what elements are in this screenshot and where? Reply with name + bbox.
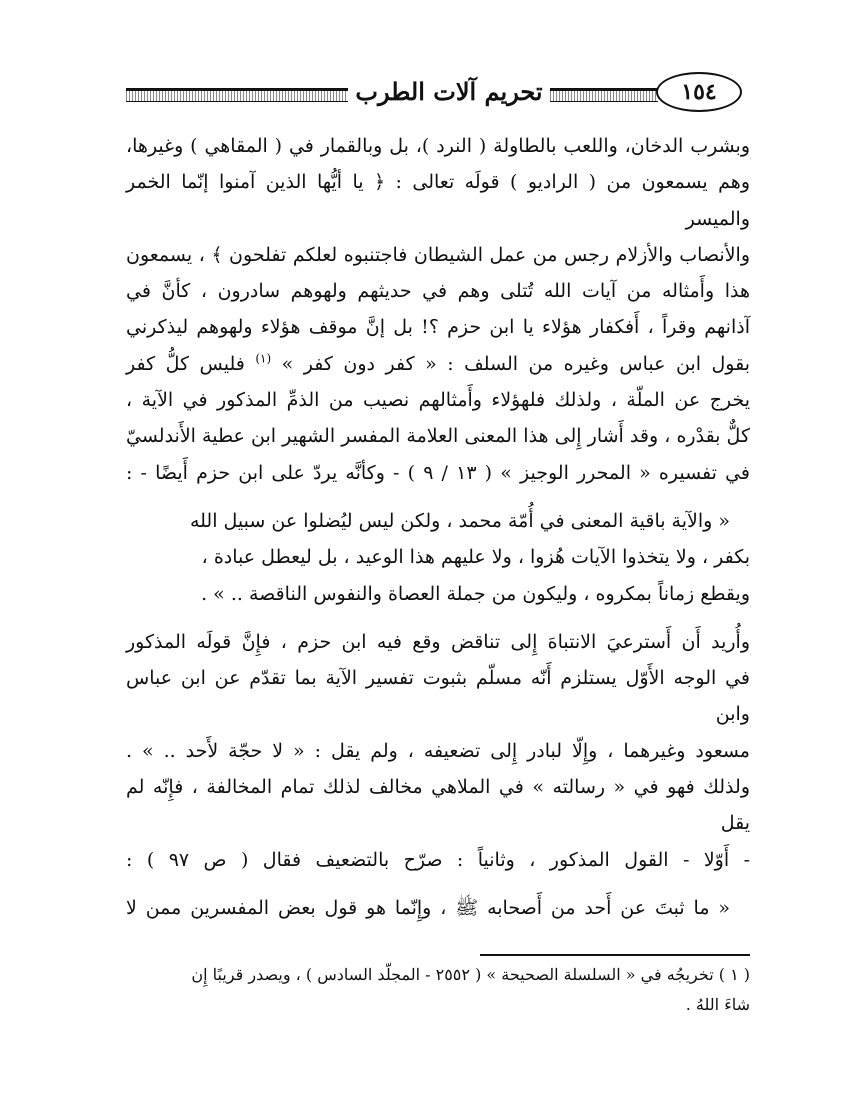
- page-number: ١٥٤: [656, 72, 742, 112]
- paragraph-1: [126, 128, 750, 491]
- text-line: بكفر ، ولا يتخذوا الآيات هُزوا ، ولا عليهم هذا الوعيد ، بل ليعطل عبادة ،: [201, 546, 750, 569]
- book-title: تحريم آلات الطرب: [355, 77, 543, 106]
- text-line: والأنصاب والأزلام رجس من عمل الشيطان فاجتنبوه لعلكم تفلحون ﴾ ، يسمعون: [126, 243, 750, 266]
- footnote-marker[interactable]: (١): [255, 351, 272, 366]
- text-line: في الوجه الأَوّل يستلزم أَنّه مسلّم بثبوت تفسير الآية بما تقدّم عن ابن عباس وابن: [126, 667, 750, 726]
- text-line: آذانهم وقراً ، أَفكفار هؤلاء يا ابن حزم ؟! بل إنَّ موقف هؤلاء ولهوهم ليذكرني: [126, 316, 750, 339]
- text-line-tail: فليس كلُّ كفر: [126, 352, 245, 375]
- text-line: « والآية باقية المعنى في أُمّة محمد ، ولكن ليس ليُضلوا عن سبيل الله: [189, 509, 730, 532]
- text-line: ويقطع زماناً بمكروه ، وليكون من جملة العصاة والنفوس الناقصة .. » .: [201, 582, 750, 605]
- text-line: مسعود وغيرهما ، وإِلّا لبادر إِلى تضعيفه ، ولم يقل : « لا حجّة لأَحد .. » .: [126, 739, 750, 762]
- text-line: هذا وأَمثاله من آيات الله تُتلى وهم في حديثهم ولهوهم سادرون ، كأنَّ في: [126, 280, 750, 303]
- footnote: [126, 960, 750, 1020]
- text-line: وهم يسمعون من ( الراديو ) قولَه تعالى : ﴿ يا أيُّها الذين آمنوا إنّما الخمر والميسر: [126, 171, 750, 230]
- page-header: [126, 70, 750, 114]
- text-line: كلٌّ بقدْره ، وقد أَشار إِلى هذا المعنى العلامة المفسر الشهير ابن عطية الأَندلسيّ: [126, 425, 750, 448]
- footnote-separator: [480, 954, 750, 956]
- text-line: - أَوّلا - القول المذكور ، وثانياً : صرّح بالتضعيف فقال ( ص ٩٧ ) :: [126, 848, 750, 871]
- footnote-line: ( ١ ) تخريجُه في « السلسلة الصحيحة » ( ٢٥٥٢ - المجلّد السادس ) ، ويصدر قريبًا إِن: [191, 965, 750, 984]
- text-line: ولذلك فهو في « رسالته » في الملاهي مخالف لذلك تمام المخالفة ، فإِنّه لم يقل: [126, 776, 750, 835]
- quotation-ibn-hazm: [126, 890, 750, 926]
- text-line: وبشرب الدخان، واللعب بالطاولة ( النرد )، بل وبالقمار في ( المقاهي ) وغيرها،: [126, 135, 750, 157]
- footnote-line: شاءَ اللهُ .: [685, 995, 750, 1014]
- text-line: يخرج عن الملّة ، ولذلك فلهؤلاء وأَمثالهم نصيب من الذمِّ المذكور في الآية ،: [126, 389, 750, 412]
- header-decorative-band-left: [126, 88, 348, 102]
- quotation-ibn-atiyyah: [126, 503, 750, 612]
- header-decorative-band-right: [550, 88, 658, 102]
- text-line: « ما ثبتَ عن أَحد من أَصحابه ﷺ ، وإِنّما هو قول بعض المفسرين ممن لا: [126, 896, 730, 919]
- main-text: [126, 128, 750, 926]
- text-line: في تفسيره « المحرر الوجيز » ( ١٣ / ٩ ) - وكأنَّه يردّ على ابن حزم أَيضًا - :: [126, 461, 750, 484]
- text-line: وأُريد أَن أَسترعيَ الانتباهَ إِلى تناقض وقع فيه ابن حزم ، فإِنَّ قولَه المذكور: [126, 630, 750, 653]
- paragraph-3: [126, 624, 750, 878]
- text-line: بقول ابن عباس وغيره من السلف : « كفر دون كفر »: [281, 352, 750, 375]
